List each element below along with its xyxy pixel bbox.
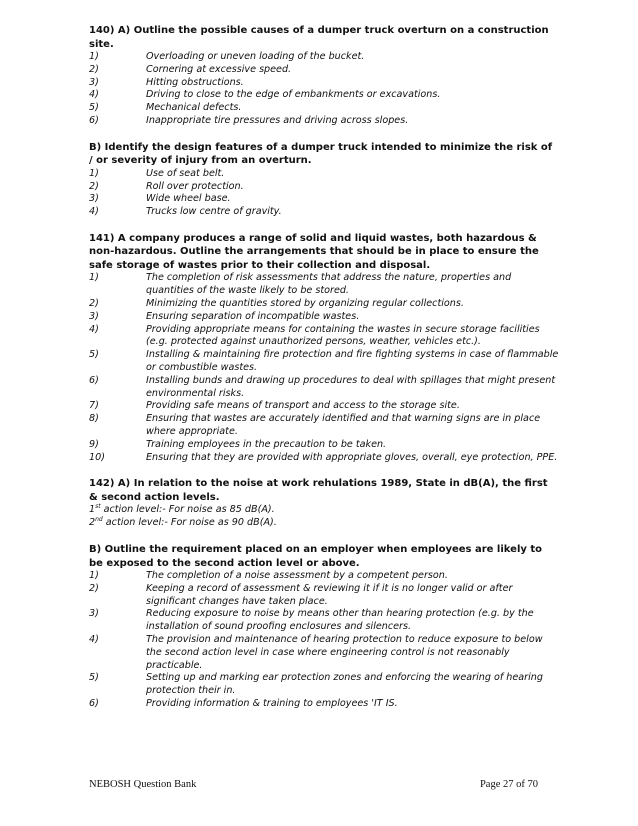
list-item-number: 2) (89, 298, 99, 310)
list-item-text: Providing information & training to employees 'IT IS. (146, 697, 398, 709)
list-item-number: 2) (89, 63, 99, 75)
list-item (89, 77, 559, 90)
list-item-text: Ensuring separation of incompatible wastes. (146, 310, 360, 322)
list-item-number: 3) (89, 608, 99, 620)
question-142b-heading: B) Outline the requirement placed on an employer when employees are likely to be exposed to the second action level or above. (89, 544, 543, 569)
list-item-number: 1) (89, 51, 99, 62)
list-item (89, 608, 559, 634)
list-item (89, 570, 559, 583)
list-item (89, 375, 559, 401)
question-141-list (89, 272, 559, 464)
footer-title: NEBOSH Question Bank (89, 779, 197, 790)
list-item-number: 4) (89, 89, 99, 101)
list-item-text: The provision and maintenance of hearing protection to reduce exposure to below the second action level in case where engineering control is not reasonably practicable. (146, 634, 543, 671)
list-item-number: 2) (89, 582, 99, 594)
list-item-number: 1) (89, 272, 99, 284)
list-item (89, 51, 559, 64)
list-item-number: 5) (89, 349, 99, 361)
list-item-text: Ensuring that they are provided with appropriate gloves, overall, eye protection, PPE. (146, 451, 558, 463)
question-140a-heading: 140) A) Outline the possible causes of a dumper truck overturn on a construction site. (89, 25, 549, 50)
list-item-text: Trucks low centre of gravity. (146, 206, 282, 218)
list-item (89, 115, 559, 128)
list-item-text: Setting up and marking ear protection zones and enforcing the wearing of hearing protection their in. (146, 672, 543, 697)
list-item (89, 439, 559, 452)
list-item-number: 2) (89, 180, 99, 192)
list-item-number: 6) (89, 114, 99, 126)
list-item-text: Roll over protection. (146, 180, 244, 192)
question-142b-list (89, 570, 559, 711)
list-item-number: 7) (89, 400, 99, 412)
list-item-number: 3) (89, 310, 99, 322)
list-item-number: 3) (89, 76, 99, 88)
list-item (89, 272, 559, 298)
list-item (89, 413, 559, 439)
list-item-number: 4) (89, 206, 99, 218)
first-action-level: 1st action level:- For noise as 85 dB(A). (89, 503, 275, 516)
question-142a-heading: 142) A) In relation to the noise at work rehulations 1989, State in dB(A), the first & second action levels. (89, 478, 548, 503)
list-item-number: 5) (89, 672, 99, 684)
list-item-text: Use of seat belt. (146, 167, 225, 179)
list-item (89, 324, 559, 350)
list-item (89, 672, 559, 698)
list-item (89, 349, 559, 375)
list-item-text: Keeping a record of assessment & reviewing it if it is no longer valid or after significant changes have taken place. (146, 582, 513, 607)
list-item-number: 6) (89, 374, 99, 386)
list-item-text: Cornering at excessive speed. (146, 63, 292, 75)
list-item (89, 634, 559, 672)
list-item (89, 168, 559, 181)
list-item (89, 311, 559, 324)
list-item (89, 400, 559, 413)
list-item-text: Overloading or uneven loading of the bucket. (146, 51, 365, 62)
list-item-number: 4) (89, 634, 99, 645)
list-item-number: 8) (89, 413, 99, 425)
list-item-text: Training employees in the precaution to be taken. (146, 438, 387, 450)
list-item-number: 3) (89, 193, 99, 205)
question-141-heading: 141) A company produces a range of solid and liquid wastes, both hazardous & non-hazardous. Outline the arrangements that should be in place to ensure the safe storage of wastes prior to their collection and disposal. (89, 232, 539, 271)
question-140b-heading: B) Identify the design features of a dumper truck intended to minimize the risk of / or severity of injury from an overturn. (89, 141, 553, 167)
list-item-text: Wide wheel base. (146, 193, 231, 205)
list-item-text: Providing safe means of transport and access to the storage site. (146, 400, 460, 412)
list-item-text: Hitting obstructions. (146, 76, 244, 88)
list-item-text: Ensuring that wastes are accurately identified and that warning signs are in place where appropriate. (146, 413, 541, 438)
list-item (89, 193, 559, 206)
list-item (89, 102, 559, 115)
list-item-number: 1) (89, 570, 99, 582)
list-item-number: 5) (89, 102, 99, 114)
page-number: Page 27 of 70 (479, 779, 538, 790)
list-item (89, 64, 559, 77)
list-item (89, 181, 559, 194)
list-item-text: Reducing exposure to noise by means other than hearing protection (e.g. by the installation of sound proofing enclosures and silencers. (146, 608, 534, 633)
list-item-text: Providing appropriate means for containing the wastes in secure storage facilities (e.g. protected against unauthorized persons, weather, vehicles etc.). (146, 323, 540, 348)
list-item (89, 698, 559, 711)
list-item-text: Mechanical defects. (146, 102, 242, 114)
list-item-text: The completion of a noise assessment by a competent person. (146, 570, 448, 582)
list-item-number: 6) (89, 697, 99, 709)
list-item (89, 298, 559, 311)
list-item-text: Installing bunds and drawing up procedures to deal with spillages that might present environmental risks. (146, 374, 556, 399)
question-140a-list (89, 51, 559, 128)
list-item-text: Minimizing the quantities stored by organizing regular collections. (146, 298, 464, 310)
list-item (89, 89, 559, 102)
list-item-number: 4) (89, 323, 99, 335)
list-item (89, 206, 559, 219)
list-item-text: Inappropriate tire pressures and driving across slopes. (146, 114, 409, 126)
list-item (89, 583, 559, 609)
list-item-number: 9) (89, 438, 99, 450)
list-item-number: 1) (89, 167, 99, 179)
document-page (89, 24, 559, 711)
second-action-level: 2nd action level:- For noise as 90 dB(A). (89, 516, 277, 529)
list-item (89, 452, 559, 465)
list-item-text: Installing & maintaining fire protection and fire fighting systems in case of flammable or combustible wastes. (146, 349, 559, 374)
list-item-number: 10) (89, 451, 105, 463)
question-140b-list (89, 168, 559, 219)
list-item-text: The completion of risk assessments that address the nature, properties and quantities of the waste likely to be stored. (146, 272, 512, 297)
list-item-text: Driving to close to the edge of embankments or excavations. (146, 89, 441, 101)
